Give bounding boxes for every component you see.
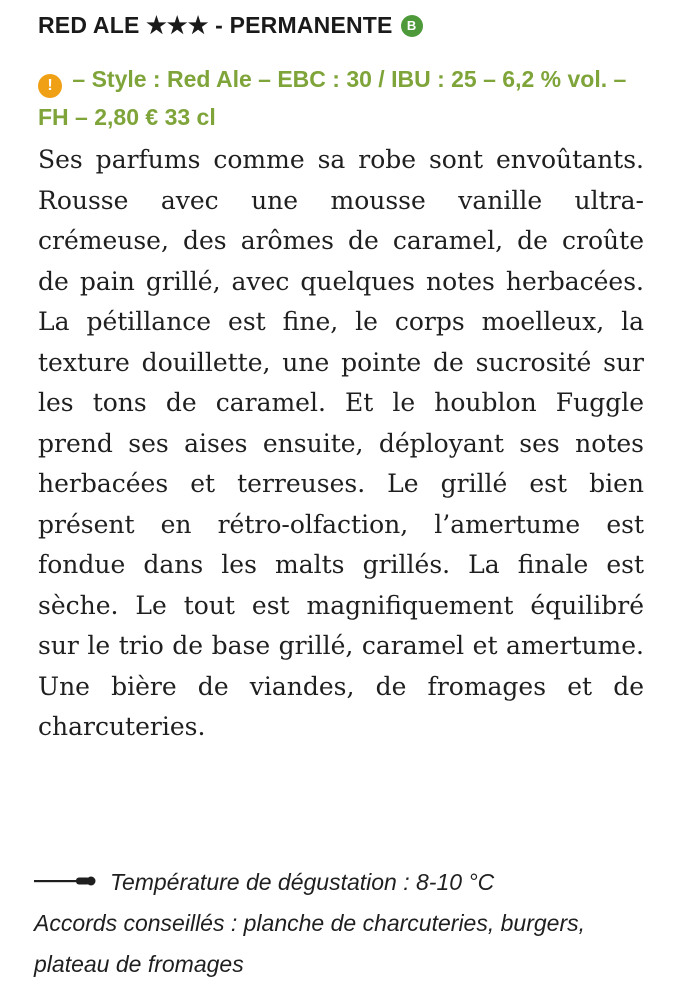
warning-icon: ! <box>38 74 62 98</box>
pairings-text-continued: plateau de fromages <box>34 951 244 977</box>
beer-title: RED ALE ★★★ - PERMANENTE <box>38 12 393 38</box>
temperature-text: Température de dégustation : 8-10 °C <box>110 869 495 895</box>
serving-notes <box>34 862 664 985</box>
tasting-description: Ses parfums comme sa robe sont envoûtants. Rousse avec une mousse vanille ultra-crémeuse, des arômes de caramel, de croûte de pain grillé, avec quelques notes herbacées. La pétillance est fine, le corps moelleux, la texture douillette, une pointe de sucrosité sur les tons de caramel. Et le houblon Fuggle prend ses aises ensuite, déployant ses notes herbacées et terreuses. Le grillé est bien présent en rétro-olfaction, l’amertume est fondue dans les malts grillés. La finale est sèche. Le tout est magnifiquement équilibré sur le trio de base grillé, caramel et amertume. Une bière de viandes, de fromages et de charcuteries. <box>38 145 644 741</box>
thermometer-icon <box>34 875 96 887</box>
temperature-line <box>34 862 664 903</box>
pairings-text: Accords conseillés : planche de charcuteries, burgers, <box>34 910 586 936</box>
review-heading <box>38 12 423 39</box>
circled-letter-icon: B <box>401 15 423 37</box>
beer-specs-text: – Style : Red Ale – EBC : 30 / IBU : 25 – 6,2 % vol. – FH – 2,80 € 33 cl <box>38 66 627 130</box>
beer-specs <box>38 60 638 136</box>
